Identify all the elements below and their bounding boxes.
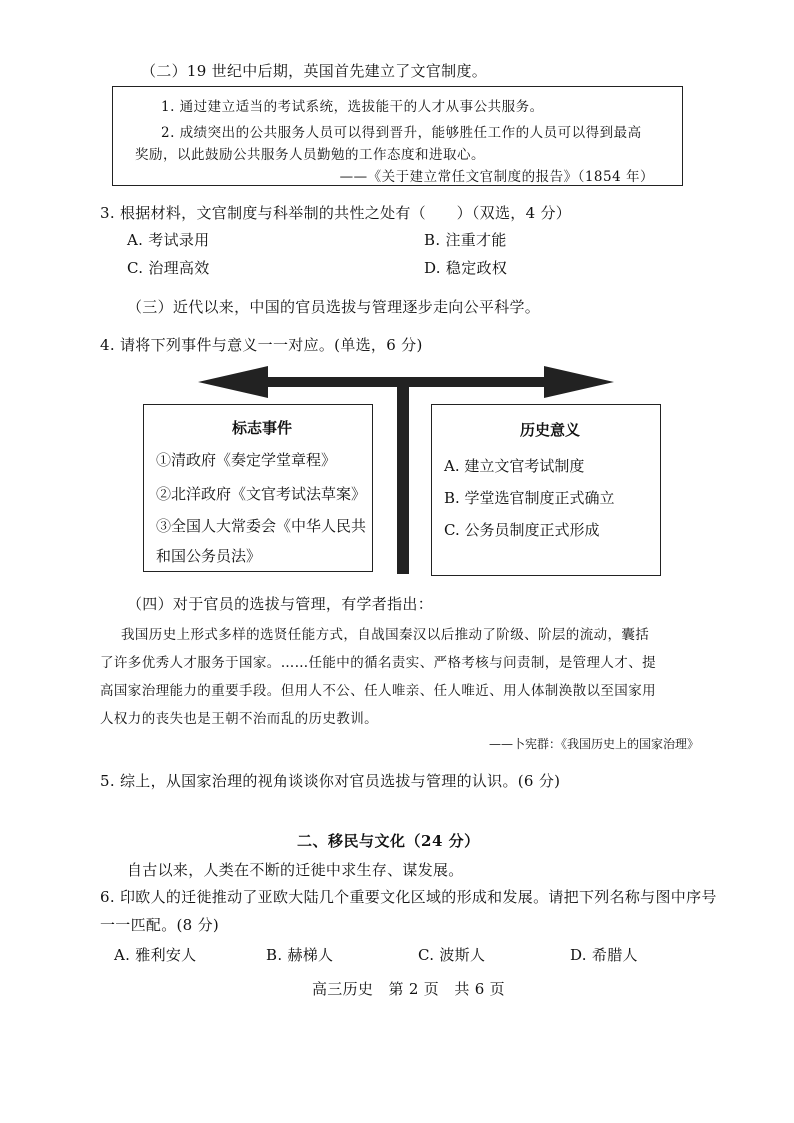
question-6-stem-line-2: 一一匹配。(8 分): [100, 916, 220, 934]
question-5-stem: 5. 综上，从国家治理的视角谈谈你对官员选拔与管理的认识。(6 分): [100, 772, 561, 790]
part3-intro: （三）近代以来，中国的官员选拔与管理逐步走向公平科学。: [127, 298, 541, 316]
quote-box: [112, 86, 683, 186]
part2-intro: （二）19 世纪中后期，英国首先建立了文官制度。: [141, 62, 488, 80]
quote-line-3: 奖励，以此鼓励公共服务人员勤勉的工作态度和进取心。: [135, 147, 485, 163]
q6-option-c: C. 波斯人: [418, 946, 486, 964]
part4-quote-line-1: 我国历史上形式多样的选贤任能方式，自战国秦汉以后推动了阶级、阶层的流动，囊括: [121, 627, 650, 643]
section-2-title: 二、移民与文化（24 分）: [297, 832, 480, 850]
question-4-stem: 4. 请将下列事件与意义一一对应。(单选，6 分): [100, 336, 423, 354]
part4-quote-line-2: 了许多优秀人才服务于国家。……任能中的循名责实、严格考核与问责制，是管理人才、提: [100, 655, 656, 671]
q6-option-d: D. 希腊人: [570, 946, 638, 964]
significance-panel: [431, 404, 661, 576]
question-6-stem-line-1: 6. 印欧人的迁徙推动了亚欧大陆几个重要文化区域的形成和发展。请把下列名称与图中序号: [100, 888, 717, 906]
quote-line-2: 2. 成绩突出的公共服务人员可以得到晋升，能够胜任工作的人员可以得到最高: [161, 125, 642, 141]
event-item-3-cont: 和国公务员法》: [156, 547, 262, 565]
event-item-3: ③全国人大常委会《中华人民共: [156, 517, 367, 535]
part4-quote-line-4: 人权力的丧失也是王朝不治而乱的历史教训。: [100, 711, 378, 727]
events-panel-title: 标志事件: [232, 419, 293, 437]
part4-quote-line-3: 高国家治理能力的重要手段。但用人不公、任人唯亲、任人唯近、用人体制涣散以至国家用: [100, 683, 656, 699]
events-panel: [143, 404, 373, 572]
significance-item-a: A. 建立文官考试制度: [444, 457, 585, 475]
q3-option-d: D. 稳定政权: [424, 259, 508, 277]
event-item-2: ②北洋政府《文官考试法草案》: [156, 485, 367, 503]
q6-option-a: A. 雅利安人: [114, 946, 197, 964]
right-arrow-head: [404, 366, 614, 398]
section-2-intro: 自古以来，人类在不断的迁徙中求生存、谋发展。: [127, 861, 464, 879]
q3-option-c: C. 治理高效: [127, 259, 210, 277]
page-footer: 高三历史 第 2 页 共 6 页: [312, 980, 505, 998]
significance-item-c: C. 公务员制度正式形成: [444, 521, 600, 539]
part4-intro: （四）对于官员的选拔与管理，有学者指出：: [127, 595, 434, 613]
q3-option-b: B. 注重才能: [424, 231, 507, 249]
quote-line-1: 1. 通过建立适当的考试系统，选拔能干的人才从事公共服务。: [161, 99, 544, 115]
q3-option-a: A. 考试录用: [127, 231, 210, 249]
q6-option-b: B. 赫梯人: [266, 946, 334, 964]
event-item-1: ①清政府《奏定学堂章程》: [156, 451, 337, 469]
part4-quote-source: ——卜宪群：《我国历史上的国家治理》: [488, 737, 699, 751]
t-stem: [397, 384, 409, 574]
significance-item-b: B. 学堂选官制度正式确立: [444, 489, 615, 507]
quote-source: ——《关于建立常任文官制度的报告》（1854 年）: [339, 169, 654, 185]
question-3-stem: 3. 根据材料，文官制度与科举制的共性之处有（ ）（双选，4 分）: [100, 204, 572, 222]
significance-panel-title: 历史意义: [520, 421, 581, 439]
left-arrow-head: [198, 366, 404, 398]
